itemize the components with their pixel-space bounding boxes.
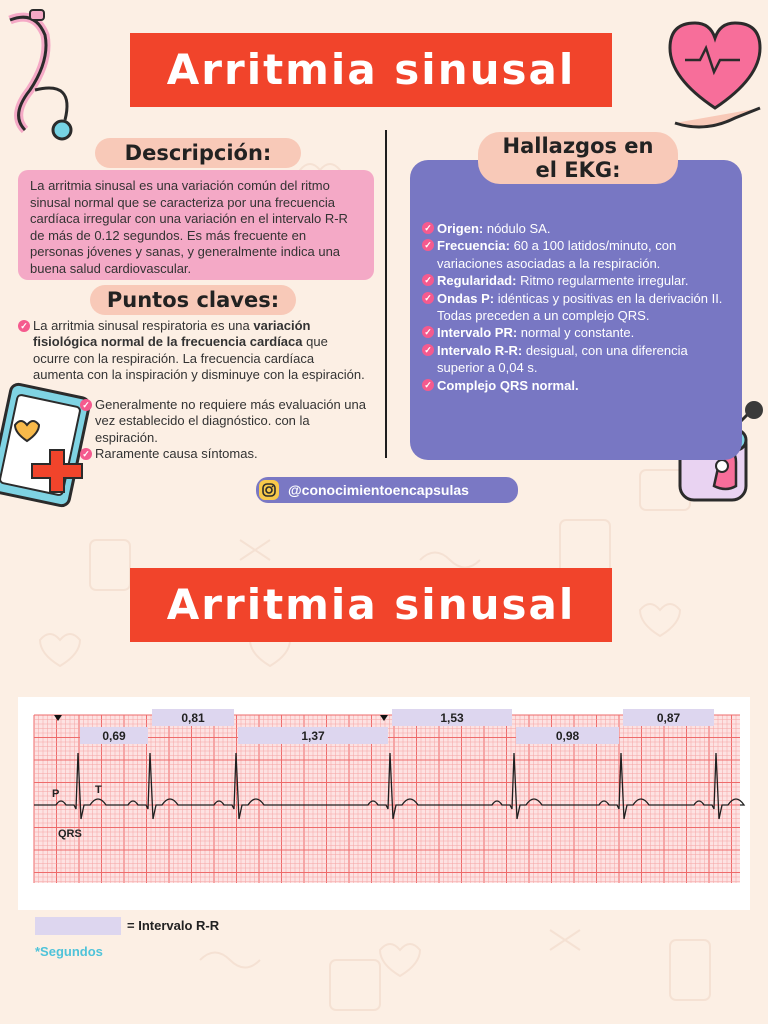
puntos-claves-item-3 — [80, 446, 370, 462]
legend-swatch — [35, 917, 121, 935]
rr-interval-value: 0,98 — [555, 729, 580, 743]
puntos-claves-item-2 — [80, 397, 370, 446]
hallazgo-label: Frecuencia: — [437, 238, 510, 254]
instagram-icon — [259, 480, 279, 500]
hallazgo-item — [422, 377, 732, 394]
descripcion-heading: Descripción: — [95, 138, 301, 168]
legend-text: = Intervalo R-R — [127, 918, 220, 933]
descripcion-box — [18, 170, 374, 280]
puntos-claves-item-1 — [18, 318, 368, 384]
item-text: Generalmente no requiere más evaluación una vez establecido el diagnóstico. con la espiración. — [95, 397, 367, 445]
check-icon: ✓ — [422, 274, 434, 286]
rr-interval-value: 0,69 — [102, 729, 126, 743]
hallazgos-heading-line-2: el EKG: — [535, 158, 621, 182]
hallazgo-label: Intervalo PR: — [437, 325, 518, 341]
descripcion-text: La arritmia sinusal es una variación común del ritmo sinusal normal que se caracteriza por una frecuencia cardíaca irregular con una variación en el intervalo R-R de más de 0.12 segundos. Es más frecuente en personas jóvenes y sanas, y generalmente indica una buena salud cardiovascular. — [30, 178, 348, 276]
hallazgos-list — [422, 220, 732, 394]
rr-interval-value: 0,87 — [656, 711, 681, 725]
hallazgo-item — [422, 342, 732, 377]
rr-interval-value: 1,37 — [301, 729, 325, 743]
hallazgo-label: Ondas P: — [437, 290, 495, 306]
hallazgo-item — [422, 272, 732, 289]
seconds-note: *Segundos — [35, 944, 103, 959]
stethoscope-icon — [0, 0, 90, 150]
hallazgo-label: Complejo QRS normal. — [437, 377, 579, 393]
hallazgo-item — [422, 324, 732, 341]
hallazgo-item — [422, 290, 732, 325]
hallazgos-heading-line-1: Hallazgos en — [502, 134, 654, 158]
check-icon: ✓ — [422, 222, 434, 234]
rr-interval-value: 1,53 — [440, 711, 464, 725]
hallazgo-text: normal y constante. — [517, 325, 635, 341]
hallazgo-label: Origen: — [437, 221, 484, 236]
t-wave-label: T — [95, 784, 102, 796]
hallazgo-text: nódulo SA. — [483, 221, 551, 236]
hallazgo-item — [422, 237, 732, 272]
p-wave-label: P — [52, 788, 60, 800]
check-icon: ✓ — [80, 448, 92, 460]
check-icon: ✓ — [18, 320, 30, 332]
hallazgo-label: Intervalo R-R: — [437, 342, 523, 358]
hallazgos-heading — [478, 132, 678, 184]
hallazgo-label: Regularidad: — [437, 273, 517, 289]
hallazgo-text: 60 a 100 latidos/minuto, con variaciones asociadas a la respiración. — [437, 238, 677, 271]
section-title: Arritmia sinusal — [130, 568, 612, 642]
instagram-handle-badge[interactable] — [256, 477, 518, 503]
item-text: Raramente causa síntomas. — [95, 446, 258, 461]
check-icon: ✓ — [422, 344, 434, 356]
heart-hand-icon — [665, 8, 768, 138]
qrs-label: QRS — [58, 828, 82, 840]
hallazgo-text: Ritmo regularmente irregular. — [516, 273, 689, 289]
check-icon: ✓ — [80, 399, 92, 411]
hallazgo-item — [422, 220, 732, 237]
hallazgo-text: desigual, con una diferencia superior a 0,04 s. — [437, 342, 688, 376]
check-icon: ✓ — [422, 292, 434, 304]
instagram-handle-text: @conocimientoencapsulas — [288, 482, 469, 498]
hallazgos-box — [410, 160, 742, 460]
clipboard-icon — [0, 380, 90, 520]
ekg-card — [18, 697, 750, 910]
column-divider — [385, 130, 387, 458]
check-icon: ✓ — [422, 239, 434, 251]
item-text: La arritmia sinusal respiratoria es una — [33, 318, 254, 333]
check-icon: ✓ — [422, 326, 434, 338]
check-icon: ✓ — [422, 379, 434, 391]
puntos-claves-heading: Puntos claves: — [90, 285, 296, 315]
rr-interval-value: 0,81 — [181, 711, 205, 725]
item-bold-text: variación fisiológica normal de la frecuencia cardíaca — [33, 318, 311, 350]
item-text: que ocurre con la respiración. La frecuencia cardíaca aumenta con la inspiración y disminuye con la espiración. — [33, 334, 365, 383]
hallazgo-text: idénticas y positivas en la derivación II. Todas preceden a un complejo QRS. — [437, 290, 723, 324]
ekg-strip — [18, 697, 750, 910]
page-title: Arritmia sinusal — [130, 33, 612, 107]
